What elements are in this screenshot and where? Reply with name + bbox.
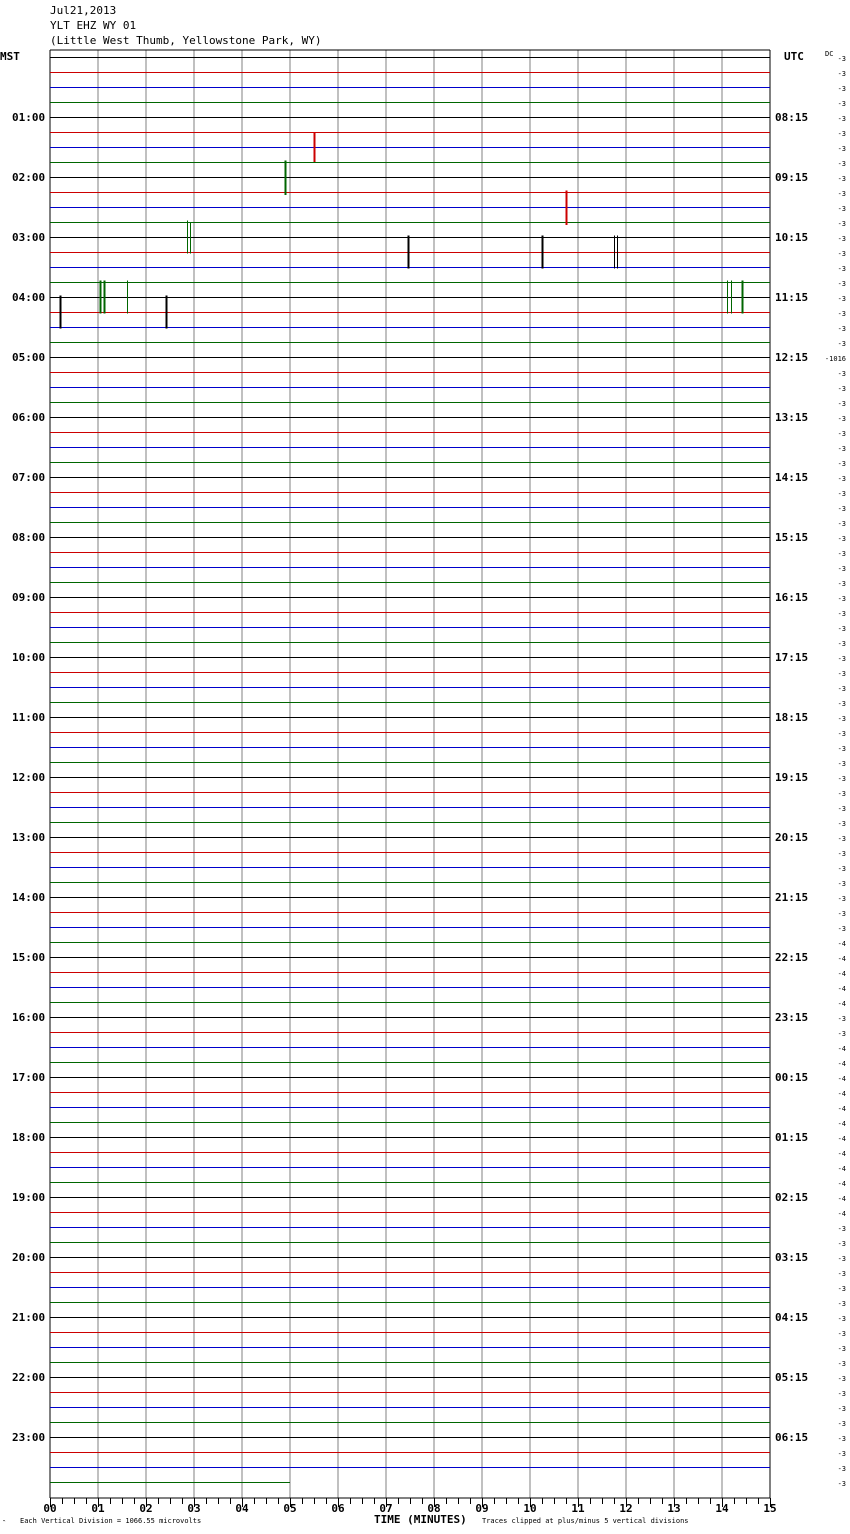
dc-offset-label: -3: [837, 820, 846, 828]
dc-column-label: DC: [825, 50, 834, 58]
dc-offset-label: -3: [837, 385, 846, 393]
dc-offset-label: -4: [837, 1180, 846, 1188]
dc-offset-label: -3: [837, 760, 846, 768]
dc-offset-label: -3: [837, 1420, 846, 1428]
dc-offset-label: -3: [837, 1240, 846, 1248]
utc-time-label: 16:15: [775, 591, 809, 604]
mst-time-label: 02:00: [12, 171, 46, 184]
dc-offset-label: -3: [837, 460, 846, 468]
utc-time-label: 23:15: [775, 1011, 809, 1024]
x-tick-label: 10: [523, 1502, 537, 1515]
dc-offset-label: -3: [837, 160, 846, 168]
dc-offset-label: -3: [837, 535, 846, 543]
dc-offset-label: -3: [837, 235, 846, 243]
dc-offset-label: -3: [837, 1390, 846, 1398]
dc-offset-label: -3: [837, 655, 846, 663]
dc-offset-label: -4: [837, 955, 846, 963]
mst-time-label: 05:00: [12, 351, 46, 364]
dc-offset-label: -3: [837, 70, 846, 78]
dc-offset-label: -3: [837, 295, 846, 303]
dc-offset-label: -3: [837, 130, 846, 138]
station-location: (Little West Thumb, Yellowstone Park, WY): [50, 34, 322, 47]
dc-offset-label: -4: [837, 1150, 846, 1158]
dc-offset-label: -3: [837, 775, 846, 783]
utc-time-label: 13:15: [775, 411, 809, 424]
mst-time-label: 12:00: [12, 771, 46, 784]
station-code: YLT EHZ WY 01: [50, 19, 137, 32]
dc-offset-label: -3: [837, 1435, 846, 1443]
mst-time-label: 01:00: [12, 111, 46, 124]
dc-offset-label: -3: [837, 670, 846, 678]
x-tick-label: 07: [379, 1502, 393, 1515]
dc-offset-label: -3: [837, 925, 846, 933]
dc-offset-label: -3: [837, 265, 846, 273]
dc-offset-label: -3: [837, 1360, 846, 1368]
dc-offset-label: -3: [837, 595, 846, 603]
dc-offset-label: -3: [837, 700, 846, 708]
dc-offset-label: -3: [837, 1255, 846, 1263]
dc-offset-label: -1016: [824, 355, 846, 363]
dc-offset-label: -3: [837, 580, 846, 588]
dc-offset-label: -3: [837, 1315, 846, 1323]
dc-offset-label: -3: [837, 865, 846, 873]
dc-offset-label: -3: [837, 1285, 846, 1293]
dc-offset-label: -3: [837, 715, 846, 723]
dc-offset-label: -3: [837, 1465, 846, 1473]
x-tick-label: 01: [91, 1502, 105, 1515]
mst-time-label: 17:00: [12, 1071, 46, 1084]
mst-time-label: 08:00: [12, 531, 46, 544]
dc-offset-label: -3: [837, 220, 846, 228]
x-tick-label: 13: [667, 1502, 681, 1515]
dc-offset-label: -3: [837, 100, 846, 108]
dc-offset-label: -3: [837, 895, 846, 903]
mst-column-label: MST: [0, 50, 20, 63]
utc-time-label: 22:15: [775, 951, 809, 964]
dc-offset-label: -3: [837, 1450, 846, 1458]
x-tick-label: 12: [619, 1502, 633, 1515]
vertical-division-note: Each Vertical Division = 1066.55 microvolts: [20, 1517, 202, 1525]
dc-offset-label: -3: [837, 145, 846, 153]
mst-time-label: 23:00: [12, 1431, 46, 1444]
dc-offset-label: -3: [837, 205, 846, 213]
dc-offset-label: -3: [837, 1270, 846, 1278]
dc-offset-label: -3: [837, 910, 846, 918]
x-tick-label: 06: [331, 1502, 345, 1515]
x-tick-label: 11: [571, 1502, 585, 1515]
dc-offset-label: -3: [837, 280, 846, 288]
dc-offset-label: -3: [837, 1030, 846, 1038]
x-tick-label: 04: [235, 1502, 249, 1515]
mst-time-label: 20:00: [12, 1251, 46, 1264]
dc-offset-label: -3: [837, 475, 846, 483]
x-tick-label: 03: [187, 1502, 201, 1515]
dc-offset-label: -3: [837, 505, 846, 513]
plot-date: Jul21,2013: [50, 4, 117, 17]
utc-column-label: UTC: [784, 50, 804, 63]
dc-offset-label: -3: [837, 1225, 846, 1233]
dc-offset-label: -3: [837, 1300, 846, 1308]
dc-offset-label: -3: [837, 790, 846, 798]
dc-offset-label: -3: [837, 400, 846, 408]
dc-offset-label: -3: [837, 565, 846, 573]
dc-offset-label: -3: [837, 1345, 846, 1353]
mst-time-label: 18:00: [12, 1131, 46, 1144]
dc-offset-label: -3: [837, 835, 846, 843]
dc-offset-label: -3: [837, 85, 846, 93]
mst-time-label: 22:00: [12, 1371, 46, 1384]
dc-offset-label: -3: [837, 175, 846, 183]
dc-offset-label: -3: [837, 1405, 846, 1413]
dc-offset-label: -3: [837, 640, 846, 648]
mst-time-label: 10:00: [12, 651, 46, 664]
utc-time-label: 02:15: [775, 1191, 809, 1204]
mst-time-label: 16:00: [12, 1011, 46, 1024]
dc-offset-label: -3: [837, 880, 846, 888]
dc-offset-label: -4: [837, 1000, 846, 1008]
utc-time-label: 05:15: [775, 1371, 809, 1384]
dc-offset-label: -3: [837, 490, 846, 498]
dc-offset-label: -4: [837, 1075, 846, 1083]
utc-time-label: 04:15: [775, 1311, 809, 1324]
x-tick-label: 09: [475, 1502, 489, 1515]
utc-time-label: 18:15: [775, 711, 809, 724]
utc-time-label: 11:15: [775, 291, 809, 304]
dc-offset-label: -3: [837, 550, 846, 558]
utc-time-label: 01:15: [775, 1131, 809, 1144]
dc-offset-label: -3: [837, 1480, 846, 1488]
utc-time-label: 10:15: [775, 231, 809, 244]
dc-offset-label: -3: [837, 805, 846, 813]
dc-offset-label: -4: [837, 1120, 846, 1128]
dc-offset-label: -3: [837, 325, 846, 333]
utc-time-label: 21:15: [775, 891, 809, 904]
utc-time-label: 19:15: [775, 771, 809, 784]
x-tick-label: 08: [427, 1502, 441, 1515]
dc-offset-label: -3: [837, 745, 846, 753]
dc-offset-label: -3: [837, 415, 846, 423]
dc-offset-label: -3: [837, 850, 846, 858]
dc-offset-label: -4: [837, 1135, 846, 1143]
utc-time-label: 03:15: [775, 1251, 809, 1264]
dc-offset-label: -3: [837, 610, 846, 618]
dc-offset-label: -4: [837, 1045, 846, 1053]
dc-offset-label: -4: [837, 940, 846, 948]
dc-offset-label: -3: [837, 340, 846, 348]
dc-offset-label: -3: [837, 730, 846, 738]
utc-time-label: 06:15: [775, 1431, 809, 1444]
mst-time-label: 06:00: [12, 411, 46, 424]
x-tick-label: 14: [715, 1502, 729, 1515]
mst-time-label: 04:00: [12, 291, 46, 304]
dc-offset-label: -3: [837, 625, 846, 633]
mst-time-label: 19:00: [12, 1191, 46, 1204]
dc-offset-label: -3: [837, 190, 846, 198]
dc-offset-label: -4: [837, 985, 846, 993]
dc-offset-label: -4: [837, 1165, 846, 1173]
utc-time-label: 14:15: [775, 471, 809, 484]
mst-time-label: 09:00: [12, 591, 46, 604]
clipping-note: Traces clipped at plus/minus 5 vertical divisions: [482, 1517, 689, 1525]
dc-offset-label: -3: [837, 520, 846, 528]
mst-time-label: 11:00: [12, 711, 46, 724]
utc-time-label: 00:15: [775, 1071, 809, 1084]
dc-offset-label: -3: [837, 115, 846, 123]
corner-mark: ‶: [2, 1519, 7, 1527]
dc-offset-label: -4: [837, 1195, 846, 1203]
dc-offset-label: -3: [837, 1015, 846, 1023]
dc-offset-label: -3: [837, 55, 846, 63]
dc-offset-label: -4: [837, 1090, 846, 1098]
mst-time-label: 07:00: [12, 471, 46, 484]
dc-offset-label: -3: [837, 1375, 846, 1383]
x-tick-label: 02: [139, 1502, 153, 1515]
dc-offset-label: -3: [837, 310, 846, 318]
utc-time-label: 12:15: [775, 351, 809, 364]
utc-time-label: 09:15: [775, 171, 809, 184]
mst-time-label: 15:00: [12, 951, 46, 964]
x-tick-label: 00: [43, 1502, 57, 1515]
mst-time-label: 13:00: [12, 831, 46, 844]
dc-offset-label: -3: [837, 1330, 846, 1338]
dc-offset-label: -3: [837, 370, 846, 378]
dc-offset-label: -4: [837, 970, 846, 978]
x-tick-label: 05: [283, 1502, 297, 1515]
dc-offset-label: -4: [837, 1105, 846, 1113]
dc-offset-label: -3: [837, 445, 846, 453]
mst-time-label: 21:00: [12, 1311, 46, 1324]
x-tick-label: 15: [763, 1502, 777, 1515]
utc-time-label: 08:15: [775, 111, 809, 124]
dc-offset-label: -3: [837, 685, 846, 693]
utc-time-label: 15:15: [775, 531, 809, 544]
dc-offset-label: -4: [837, 1060, 846, 1068]
utc-time-label: 20:15: [775, 831, 809, 844]
mst-time-label: 03:00: [12, 231, 46, 244]
mst-time-label: 14:00: [12, 891, 46, 904]
dc-offset-label: -4: [837, 1210, 846, 1218]
dc-offset-label: -3: [837, 430, 846, 438]
dc-offset-label: -3: [837, 250, 846, 258]
utc-time-label: 17:15: [775, 651, 809, 664]
x-axis-title: TIME (MINUTES): [374, 1513, 467, 1526]
